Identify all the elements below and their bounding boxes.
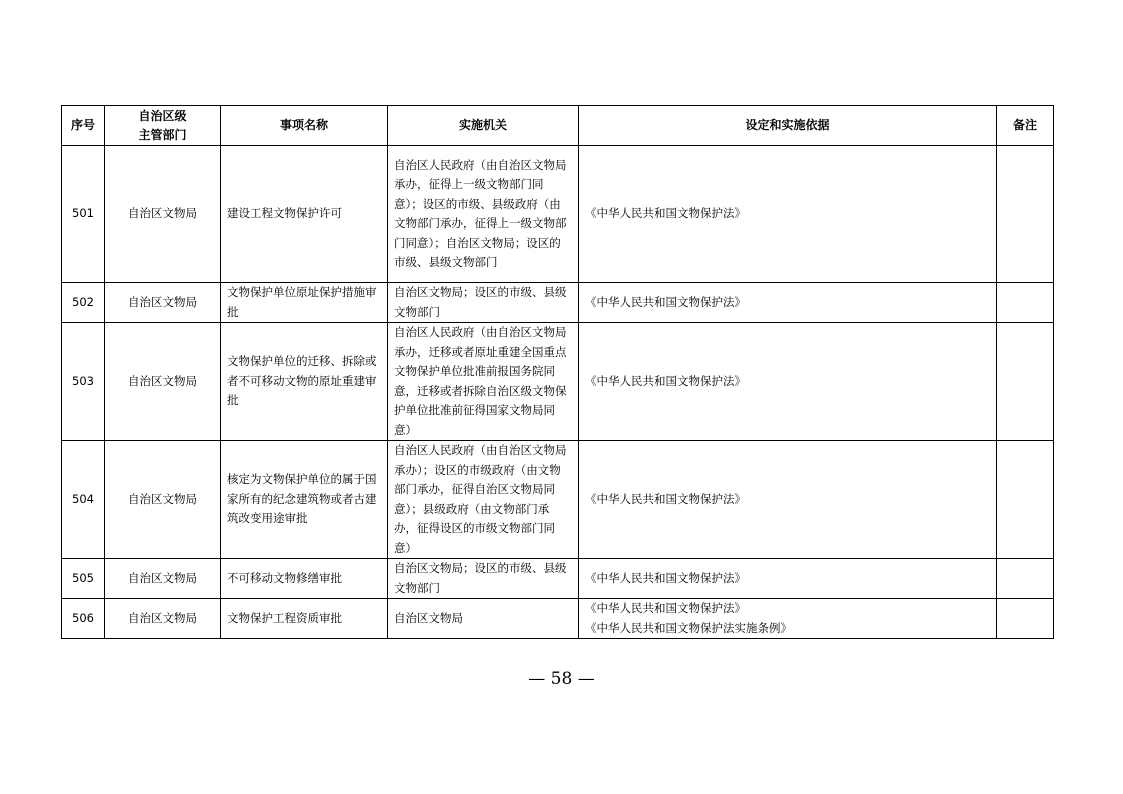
row-no: 505 — [62, 559, 105, 599]
row-no: 501 — [62, 146, 105, 283]
row-dept: 自治区文物局 — [105, 146, 221, 283]
table-body — [62, 146, 1054, 639]
row-item: 不可移动文物修缮审批 — [221, 559, 388, 599]
basis-line: 《中华人民共和国文物保护法》 — [585, 294, 746, 309]
row-no: 502 — [62, 283, 105, 323]
table-row — [62, 559, 1054, 599]
row-dept: 自治区文物局 — [105, 599, 221, 639]
row-no: 506 — [62, 599, 105, 639]
row-item: 文物保护工程资质审批 — [221, 599, 388, 639]
row-org: 自治区人民政府（由自治区文物局承办，迁移或者原址重建全国重点文物保护单位批准前报国务院同意，迁移或者拆除自治区级文物保护单位批准前征得国家文物局同意） — [388, 323, 579, 441]
row-dept: 自治区文物局 — [105, 441, 221, 559]
row-no: 503 — [62, 323, 105, 441]
header-dept — [105, 106, 221, 146]
row-basis — [579, 441, 997, 559]
row-item: 核定为文物保护单位的属于国家所有的纪念建筑物或者古建筑改变用途审批 — [221, 441, 388, 559]
approval-items-table — [61, 105, 1054, 639]
header-dept-line2: 主管部门 — [138, 127, 187, 142]
row-remark — [997, 323, 1054, 441]
header-org: 实施机关 — [388, 106, 579, 146]
row-remark — [997, 559, 1054, 599]
row-org: 自治区人民政府（由自治区文物局承办）；设区的市级政府（由文物部门承办，征得自治区文物局同意）；县级政府（由文物部门承办，征得设区的市级文物部门同意） — [388, 441, 579, 559]
row-item: 建设工程文物保护许可 — [221, 146, 388, 283]
table-row — [62, 283, 1054, 323]
row-item: 文物保护单位的迁移、拆除或者不可移动文物的原址重建审批 — [221, 323, 388, 441]
table-row — [62, 146, 1054, 283]
basis-line: 《中华人民共和国文物保护法实施条例》 — [585, 620, 792, 635]
row-basis — [579, 323, 997, 441]
row-org: 自治区人民政府（由自治区文物局承办，征得上一级文物部门同意）；设区的市级、县级政府（由文物部门承办，征得上一级文物部门同意）；自治区文物局；设区的市级、县级文物部门 — [388, 146, 579, 283]
header-basis: 设定和实施依据 — [579, 106, 997, 146]
table-header-row — [62, 106, 1054, 146]
row-item: 文物保护单位原址保护措施审批 — [221, 283, 388, 323]
basis-line: 《中华人民共和国文物保护法》 — [585, 373, 746, 388]
row-remark — [997, 146, 1054, 283]
table-row — [62, 441, 1054, 559]
row-dept: 自治区文物局 — [105, 559, 221, 599]
basis-line: 《中华人民共和国文物保护法》 — [585, 570, 746, 585]
row-basis — [579, 146, 997, 283]
header-remark: 备注 — [997, 106, 1054, 146]
header-dept-line1: 自治区级 — [138, 108, 187, 123]
row-org: 自治区文物局；设区的市级、县级文物部门 — [388, 559, 579, 599]
row-dept: 自治区文物局 — [105, 283, 221, 323]
header-no: 序号 — [62, 106, 105, 146]
row-basis — [579, 283, 997, 323]
header-item: 事项名称 — [221, 106, 388, 146]
row-dept: 自治区文物局 — [105, 323, 221, 441]
row-org: 自治区文物局；设区的市级、县级文物部门 — [388, 283, 579, 323]
table-row — [62, 599, 1054, 639]
row-org: 自治区文物局 — [388, 599, 579, 639]
basis-line: 《中华人民共和国文物保护法》 — [585, 206, 746, 221]
row-remark — [997, 599, 1054, 639]
basis-line: 《中华人民共和国文物保护法》 — [585, 491, 746, 506]
table-row — [62, 323, 1054, 441]
row-no: 504 — [62, 441, 105, 559]
row-remark — [997, 283, 1054, 323]
row-remark — [997, 441, 1054, 559]
page-number: — 58 — — [528, 669, 595, 689]
basis-line: 《中华人民共和国文物保护法》 — [585, 601, 746, 615]
row-basis — [579, 599, 997, 639]
row-basis — [579, 559, 997, 599]
